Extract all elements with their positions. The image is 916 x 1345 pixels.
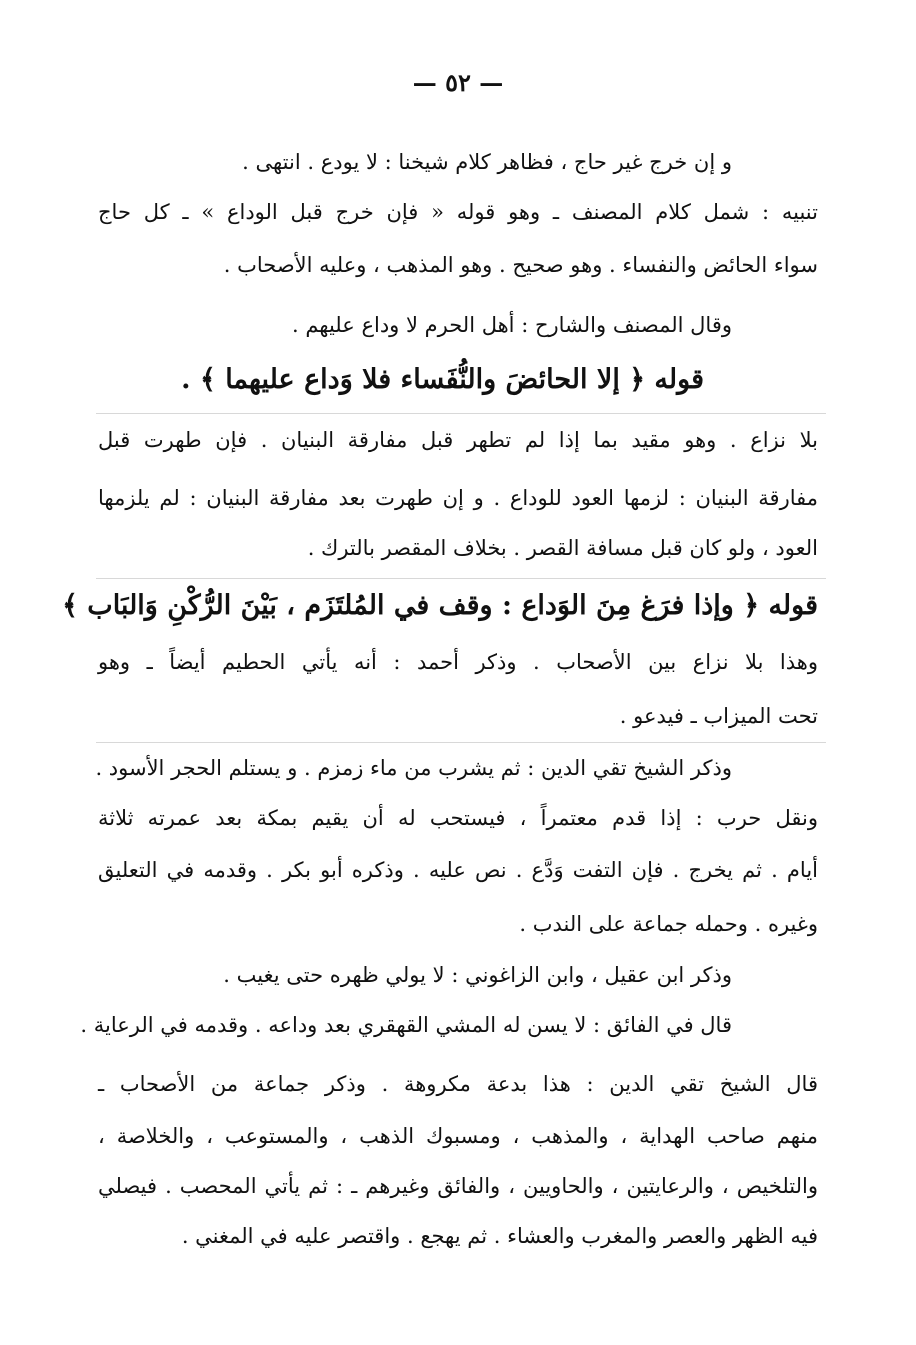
- text-line: وهذا بلا نزاع بين الأصحاب . وذكر أحمد : أنه يأتي الحطيم أيضاً ـ وهو: [98, 650, 818, 674]
- text-line: بلا نزاع . وهو مقيد بما إذا لم تطهر قبل مفارقة البنيان . فإن طهرت قبل: [98, 428, 818, 452]
- divider: [96, 413, 826, 414]
- text-line: قال في الفائق : لا يسن له المشي القهقري بعد وداعه . وقدمه في الرعاية .: [80, 1013, 732, 1037]
- section-heading: قوله ﴿ وإذا فرَغ مِنَ الوَداع : وقف في المُلتَزَم ، بَيْنَ الرُّكْنِ وَالبَاب ﴾: [62, 590, 818, 621]
- text-line: وذكر ابن عقيل ، وابن الزاغوني : لا يولي ظهره حتى يغيب .: [223, 963, 732, 987]
- text-line: تنبيه : شمل كلام المصنف ـ وهو قوله « فإن خرج قبل الوداع » ـ كل حاج: [98, 200, 818, 224]
- text-line: تحت الميزاب ـ فيدعو .: [619, 704, 818, 728]
- text-line: و إن خرج غير حاج ، فظاهر كلام شيخنا : لا يودع . انتهى .: [242, 150, 732, 174]
- text-line: أيام . ثم يخرج . فإن التفت وَدَّع . نص عليه . وذكره أبو بكر . وقدمه في التعليق: [98, 858, 818, 882]
- text-line: والتلخيص ، والرعايتين ، والحاويين ، والفائق وغيرهم ـ : ثم يأتي المحصب . فيصلي: [98, 1174, 818, 1198]
- text-line: وذكر الشيخ تقي الدين : ثم يشرب من ماء زمزم . و يستلم الحجر الأسود .: [95, 756, 732, 780]
- divider: [96, 742, 826, 743]
- text-line: فيه الظهر والعصر والمغرب والعشاء . ثم يهجع . واقتصر عليه في المغني .: [181, 1224, 818, 1248]
- section-heading: قوله ﴿ إلا الحائضَ والنُّفَساء فلا وَداع عليهما ﴾ .: [181, 364, 704, 395]
- text-line: وغيره . وحمله جماعة على الندب .: [519, 912, 818, 936]
- text-line: ونقل حرب : إذا قدم معتمراً ، فيستحب له أن يقيم بمكة بعد عمرته ثلاثة: [98, 806, 818, 830]
- text-line: وقال المصنف والشارح : أهل الحرم لا وداع عليهم .: [291, 313, 732, 337]
- page-number: — ٥٢ —: [412, 68, 504, 97]
- text-line: سواء الحائض والنفساء . وهو صحيح . وهو المذهب ، وعليه الأصحاب .: [223, 253, 818, 277]
- text-line: العود ، ولو كان قبل مسافة القصر . بخلاف المقصر بالترك .: [307, 536, 818, 560]
- text-line: منهم صاحب الهداية ، والمذهب ، ومسبوك الذهب ، والمستوعب ، والخلاصة ،: [98, 1124, 818, 1148]
- divider: [96, 578, 826, 579]
- text-line: مفارقة البنيان : لزمها العود للوداع . و إن طهرت بعد مفارقة البنيان : لم يلزمها: [98, 486, 818, 510]
- text-line: قال الشيخ تقي الدين : هذا بدعة مكروهة . وذكر جماعة من الأصحاب ـ: [98, 1072, 818, 1096]
